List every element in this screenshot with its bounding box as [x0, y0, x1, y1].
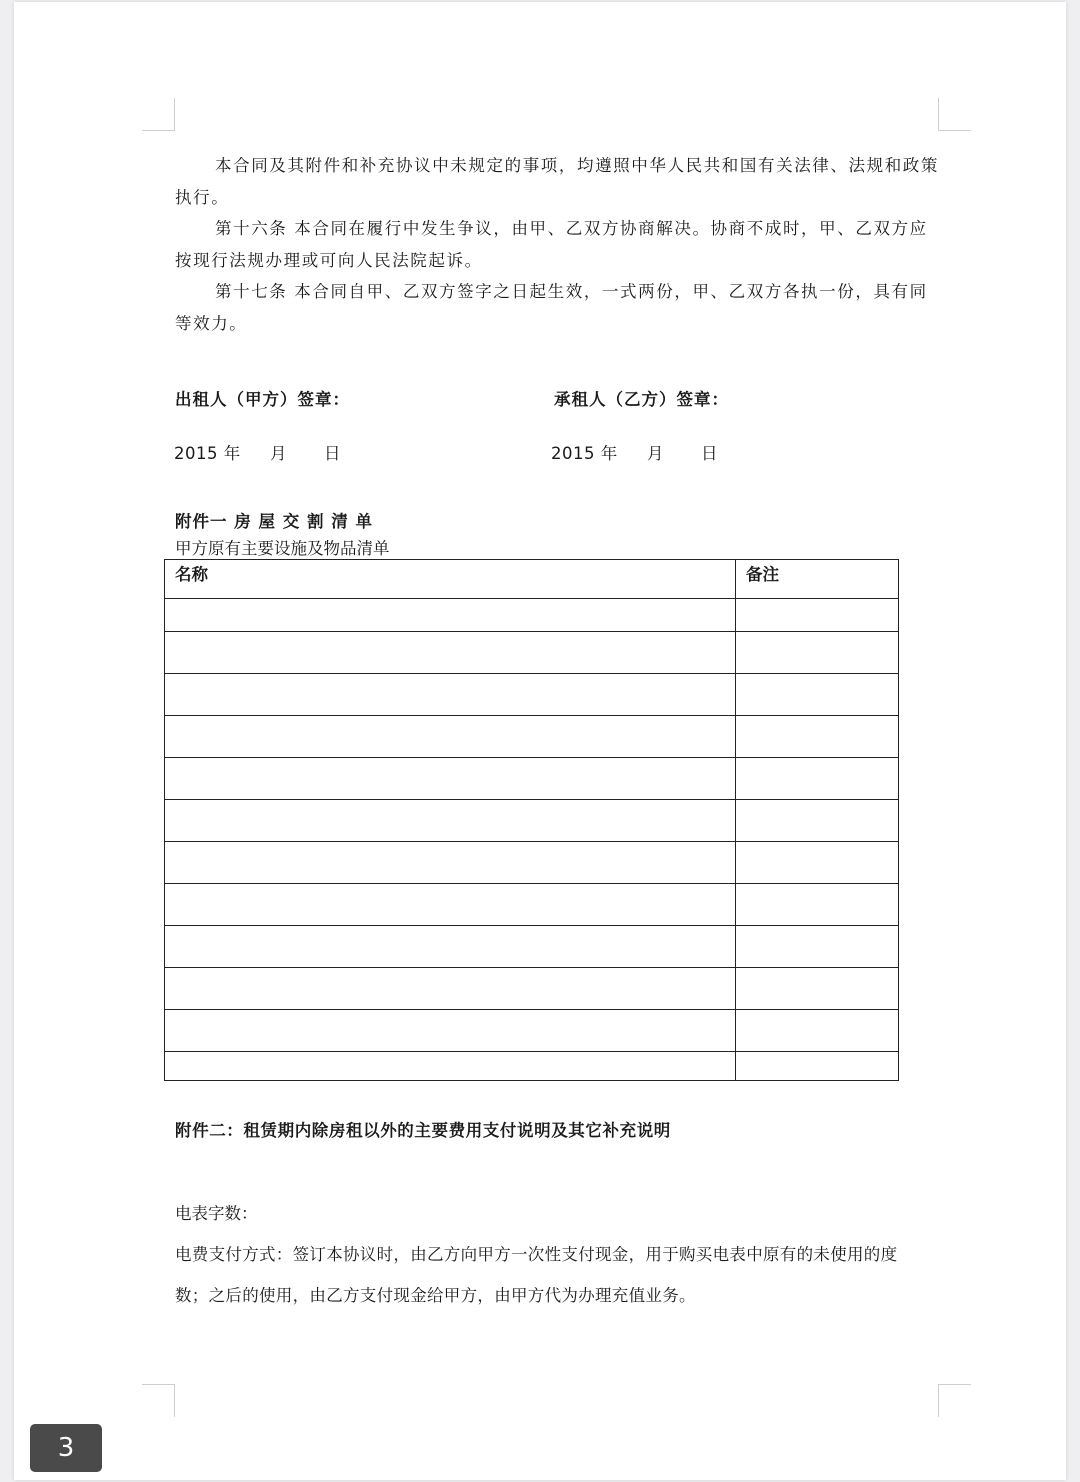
meter-reading-label: 电表字数： — [175, 1204, 258, 1223]
document-page — [14, 2, 1066, 1480]
column-header-name: 名称 — [165, 560, 736, 599]
table-cell-name[interactable] — [165, 884, 736, 926]
lessor-date-month: 月 — [270, 444, 287, 463]
lessee-date-day: 日 — [701, 444, 718, 463]
lessor-date-day: 日 — [324, 444, 341, 463]
lessee-date — [551, 440, 718, 464]
table-cell-name[interactable] — [165, 632, 736, 674]
table-cell-remarks[interactable] — [736, 842, 899, 884]
table-cell-remarks[interactable] — [736, 758, 899, 800]
margin-corner-top-left — [142, 98, 175, 131]
table-cell-name[interactable] — [165, 758, 736, 800]
paragraph-text: 第十七条 本合同自甲、乙双方签字之日起生效，一式两份，甲、乙双方各执一份，具有同等效力。 — [175, 282, 928, 333]
table-cell-name[interactable] — [165, 968, 736, 1010]
table-row — [165, 1052, 899, 1081]
paragraph-article-16 — [175, 213, 945, 276]
table-row — [165, 842, 899, 884]
table-row — [165, 632, 899, 674]
page-tab-button[interactable] — [30, 1424, 102, 1472]
table-row — [165, 926, 899, 968]
margin-corner-bottom-right — [938, 1384, 971, 1417]
table-row — [165, 674, 899, 716]
table-cell-name[interactable] — [165, 1010, 736, 1052]
table-cell-name[interactable] — [165, 674, 736, 716]
margin-corner-bottom-left — [142, 1384, 175, 1417]
table-row — [165, 1010, 899, 1052]
paragraph-general-provisions — [175, 150, 945, 213]
annex1-subtitle: 甲方原有主要设施及物品清单 — [175, 539, 390, 558]
table-cell-remarks[interactable] — [736, 926, 899, 968]
margin-corner-top-right — [938, 98, 971, 131]
table-cell-remarks[interactable] — [736, 599, 899, 632]
table-row — [165, 599, 899, 632]
lessee-date-month: 月 — [647, 444, 664, 463]
annex2-title: 附件二：租赁期内除房租以外的主要费用支付说明及其它补充说明 — [175, 1121, 671, 1140]
table-row — [165, 968, 899, 1010]
table-row — [165, 716, 899, 758]
table-cell-name[interactable] — [165, 1052, 736, 1081]
table-cell-remarks[interactable] — [736, 674, 899, 716]
lessee-date-year: 2015 年 — [551, 444, 618, 463]
table-cell-name[interactable] — [165, 716, 736, 758]
lessor-signature-label: 出租人（甲方）签章： — [175, 390, 350, 409]
table-cell-remarks[interactable] — [736, 1010, 899, 1052]
paragraph-text: 第十六条 本合同在履行中发生争议，由甲、乙双方协商解决。协商不成时，甲、乙双方应按现行法规办理或可向人民法院起诉。 — [175, 219, 928, 270]
lessor-date-year: 2015 年 — [174, 444, 241, 463]
table-cell-remarks[interactable] — [736, 884, 899, 926]
table-cell-name[interactable] — [165, 599, 736, 632]
table-cell-remarks[interactable] — [736, 716, 899, 758]
payment-method-line-1: 电费支付方式：签订本协议时，由乙方向甲方一次性支付现金，用于购买电表中原有的未使用的度 — [175, 1245, 898, 1264]
table-cell-remarks[interactable] — [736, 800, 899, 842]
paragraph-text: 本合同及其附件和补充协议中未规定的事项，均遵照中华人民共和国有关法律、法规和政策执行。 — [175, 156, 939, 207]
lessee-signature-label: 承租人（乙方）签章： — [554, 390, 729, 409]
table-cell-name[interactable] — [165, 842, 736, 884]
table-row — [165, 758, 899, 800]
table-cell-remarks[interactable] — [736, 632, 899, 674]
table-cell-name[interactable] — [165, 926, 736, 968]
paragraph-article-17 — [175, 276, 945, 339]
table-cell-remarks[interactable] — [736, 968, 899, 1010]
table-header-row — [165, 560, 899, 599]
handover-items-table — [164, 559, 899, 1081]
table-cell-name[interactable] — [165, 800, 736, 842]
table-row — [165, 884, 899, 926]
column-header-remarks: 备注 — [736, 560, 899, 599]
payment-method-line-2: 数；之后的使用，由乙方支付现金给甲方，由甲方代为办理充值业务。 — [175, 1286, 696, 1305]
lessor-date — [174, 440, 341, 464]
table-row — [165, 800, 899, 842]
table-cell-remarks[interactable] — [736, 1052, 899, 1081]
page-tab-glyph: 3 — [57, 1433, 75, 1463]
annex1-title: 附件一 房 屋 交 割 清 单 — [175, 512, 373, 531]
